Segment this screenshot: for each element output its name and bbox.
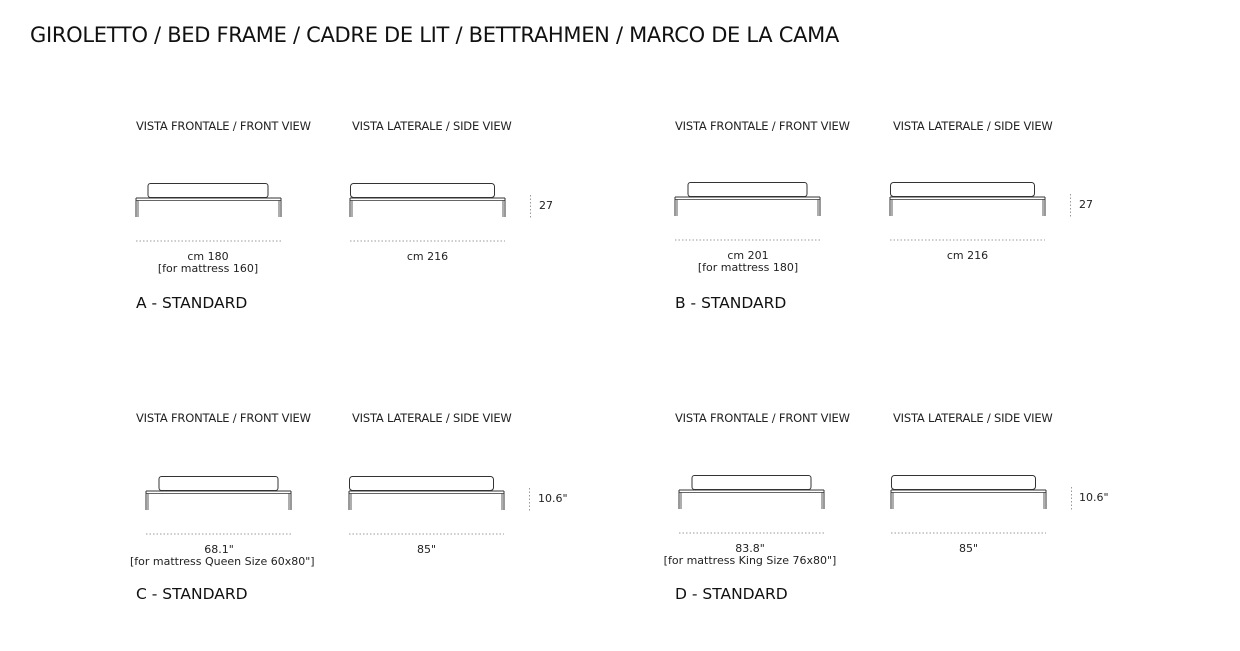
front-view-label: VISTA FRONTALE / FRONT VIEW bbox=[136, 411, 311, 425]
front-view-label: VISTA FRONTALE / FRONT VIEW bbox=[675, 119, 850, 133]
front-view-drawing bbox=[675, 181, 825, 243]
front-view-label: VISTA FRONTALE / FRONT VIEW bbox=[136, 119, 311, 133]
height-dimension-line bbox=[1070, 487, 1074, 511]
front-view-drawing bbox=[679, 474, 829, 536]
configuration-name: C - STANDARD bbox=[136, 585, 248, 603]
height-value: 10.6" bbox=[1079, 491, 1109, 504]
side-view-drawing bbox=[349, 475, 509, 537]
front-view-drawing bbox=[136, 182, 286, 244]
front-width-value: 83.8" bbox=[735, 542, 765, 555]
configuration-name: D - STANDARD bbox=[675, 585, 788, 603]
height-dimension-line bbox=[528, 488, 532, 512]
front-width-dimension bbox=[130, 543, 315, 568]
front-width-value: cm 180 bbox=[187, 250, 229, 263]
configuration-name: B - STANDARD bbox=[675, 294, 787, 312]
front-width-dimension bbox=[663, 543, 837, 567]
side-view-drawing bbox=[890, 181, 1050, 243]
mattress-note: [for mattress King Size 76x80"] bbox=[663, 554, 837, 567]
side-view-drawing bbox=[350, 182, 510, 244]
front-view-drawing bbox=[146, 475, 296, 537]
height-value: 27 bbox=[539, 199, 553, 212]
height-value: 10.6" bbox=[538, 492, 568, 505]
mattress-note: [for mattress 160] bbox=[157, 262, 259, 275]
mattress-note: [for mattress Queen Size 60x80"] bbox=[130, 555, 315, 568]
front-width-value: cm 201 bbox=[727, 249, 769, 262]
front-width-dimension bbox=[687, 250, 809, 274]
side-view-label: VISTA LATERALE / SIDE VIEW bbox=[352, 411, 512, 425]
side-view-label: VISTA LATERALE / SIDE VIEW bbox=[352, 119, 512, 133]
side-view-label: VISTA LATERALE / SIDE VIEW bbox=[893, 411, 1053, 425]
configuration-name: A - STANDARD bbox=[136, 294, 248, 312]
height-dimension-line bbox=[529, 195, 533, 219]
panel-d bbox=[663, 411, 1235, 651]
panel-c bbox=[130, 411, 696, 651]
panel-b bbox=[675, 119, 1235, 359]
side-length-dimension: 85" bbox=[958, 542, 979, 555]
front-width-value: 68.1" bbox=[204, 543, 234, 556]
front-width-dimension bbox=[148, 251, 268, 275]
height-dimension-line bbox=[1069, 194, 1073, 218]
page-title: GIROLETTO / BED FRAME / CADRE DE LIT / BETTRAHMEN / MARCO DE LA CAMA bbox=[30, 23, 840, 47]
mattress-note: [for mattress 180] bbox=[697, 261, 799, 274]
panel-a bbox=[136, 119, 696, 359]
side-length-dimension: cm 216 bbox=[406, 250, 449, 263]
front-view-label: VISTA FRONTALE / FRONT VIEW bbox=[675, 411, 850, 425]
side-length-dimension: 85" bbox=[416, 543, 437, 556]
height-value: 27 bbox=[1079, 198, 1093, 211]
side-view-drawing bbox=[891, 474, 1051, 536]
side-view-label: VISTA LATERALE / SIDE VIEW bbox=[893, 119, 1053, 133]
side-length-dimension: cm 216 bbox=[946, 249, 989, 262]
